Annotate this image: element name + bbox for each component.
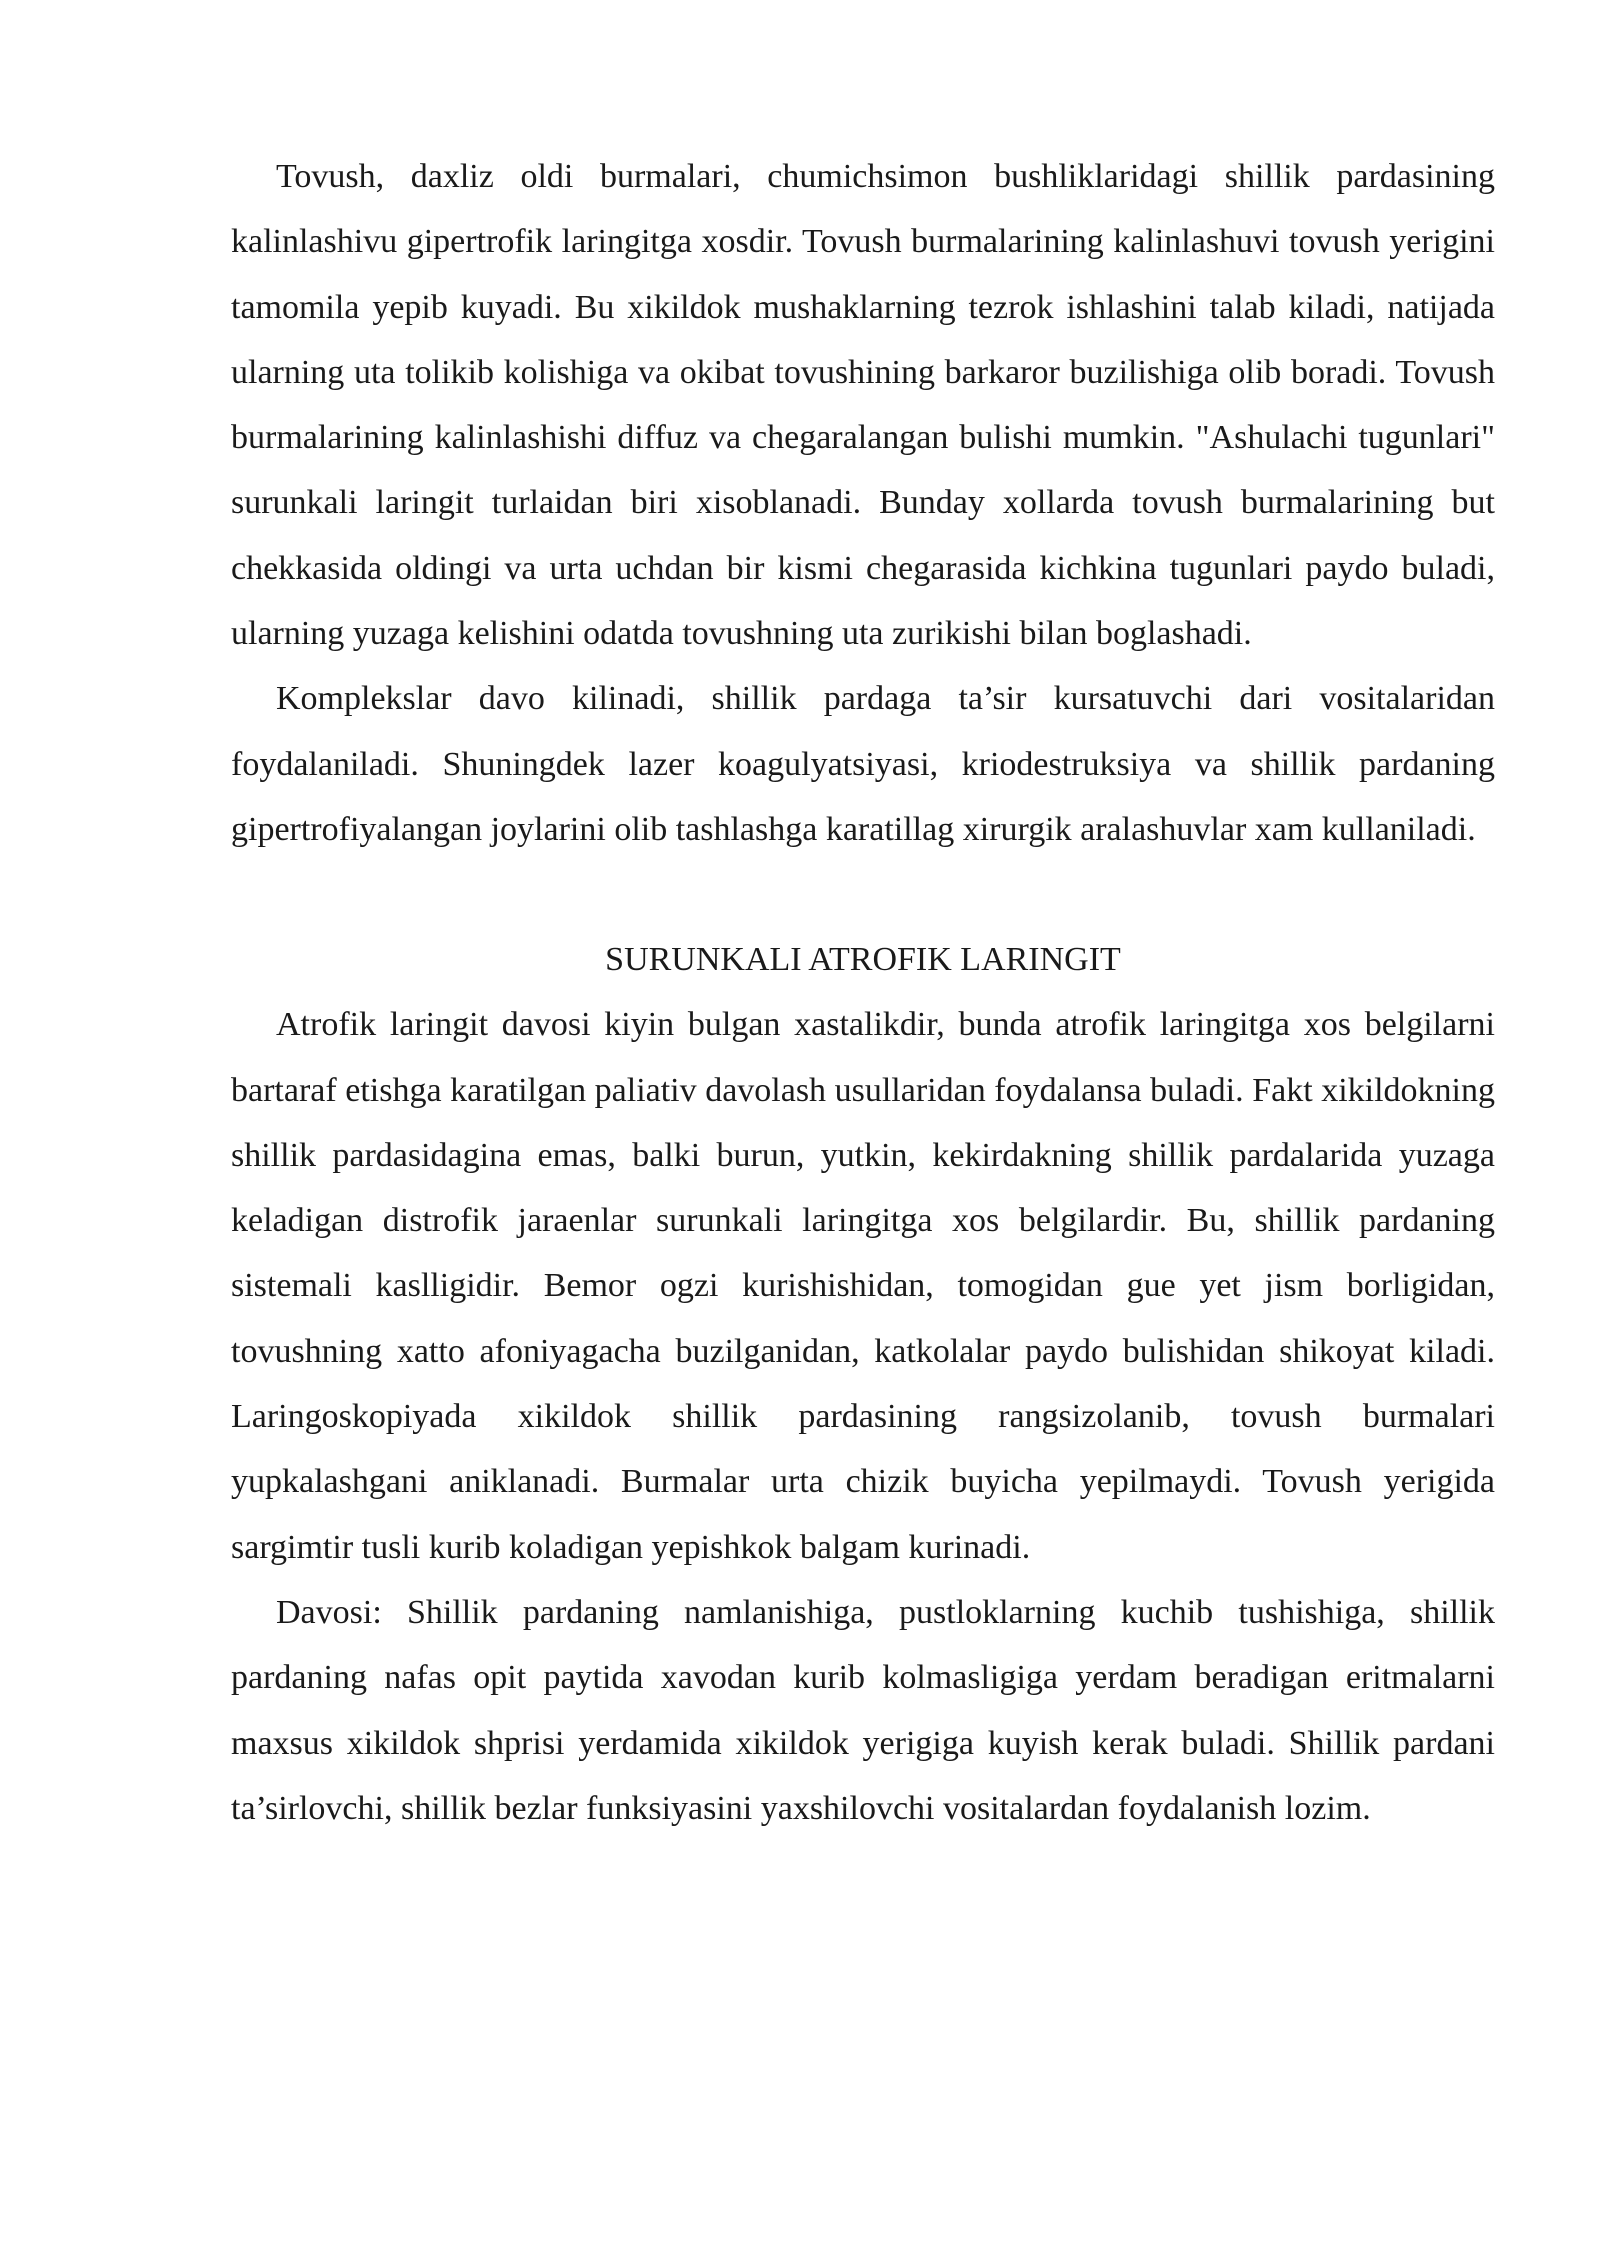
paragraph-hypertrophic-laryngitis: Tovush, daxliz oldi burmalari, chumichsimon bushliklaridagi shillik pardasining kalinlashivu gipertrofik laringitga xosdir. Tovush burmalarining kalinlashuvi tovush yerigini tamomila yepib kuyadi. Bu xikildok mushaklarning tezrok ishlashini talab kiladi, natijada ularning uta tolikib kolishiga va okibat tovushining barkaror buzilishiga olib boradi. Tovush burmalarining kalinlashishi diffuz va chegaralangan bulishi mumkin. "Ashulachi tugunlari" surunkali laringit turlaidan biri xisoblanadi. Bunday xollarda tovush burmalarining but chekkasida oldingi va urta uchdan bir kismi chegarasida kichkina tugunlari paydo buladi, ularning yuzaga kelishini odatda tovushning uta zurikishi bilan boglashadi. xyxy=(231,158,1495,653)
paragraph-atrophic-laryngitis: Atrofik laringit davosi kiyin bulgan xastalikdir, bunda atrofik laringitga xos belgilarni bartaraf etishga karatilgan paliativ davolash usullaridan foydalansa buladi. Fakt xikildokning shillik pardasidagina emas, balki burun, yutkin, kekirdakning shillik pardalarida yuzaga keladigan distrofik jaraenlar surunkali laringitga xos belgilardir. Bu, shillik pardaning sistemali kaslligidir. Bemor ogzi kurishishidan, tomogidan gue yet jism borligidan, tovushning xatto afoniyagacha buzilganidan, katkolalar paydo bulishidan shikoyat kiladi. Laringoskopiyada xikildok shillik pardasining rangsizolanib, tovush burmalari yupkalashgani aniklanadi. Burmalar urta chizik buyicha yepilmaydi. Tovush yerigida sargimtir tusli kurib koladigan yepishkok balgam kurinadi. xyxy=(231,1006,1495,1566)
document-body xyxy=(231,144,1495,1841)
paragraph-treatment: Davosi: Shillik pardaning namlanishiga, pustloklarning kuchib tushishiga, shillik pardaning nafas opit paytida xavodan kurib kolmasligiga yerdam beradigan eritmalarni maxsus xikildok shprisi yerdamida xikildok yerigiga kuyish kerak buladi. Shillik pardani ta’sirlovchi, shillik bezlar funksiyasini yaxshilovchi vositalardan foydalanish lozim. xyxy=(231,1593,1495,1827)
paragraph-treatment-complex: Komplekslar davo kilinadi, shillik pardaga ta’sir kursatuvchi dari vositalaridan foydalaniladi. Shuningdek lazer koagulyatsiyasi, kriodestruksiya va shillik pardaning gipertrofiyalangan joylarini olib tashlashga karatillag xirurgik aralashuvlar xam kullaniladi. xyxy=(231,680,1495,848)
section-heading: SURUNKALI ATROFIK LARINGIT xyxy=(605,941,1121,979)
